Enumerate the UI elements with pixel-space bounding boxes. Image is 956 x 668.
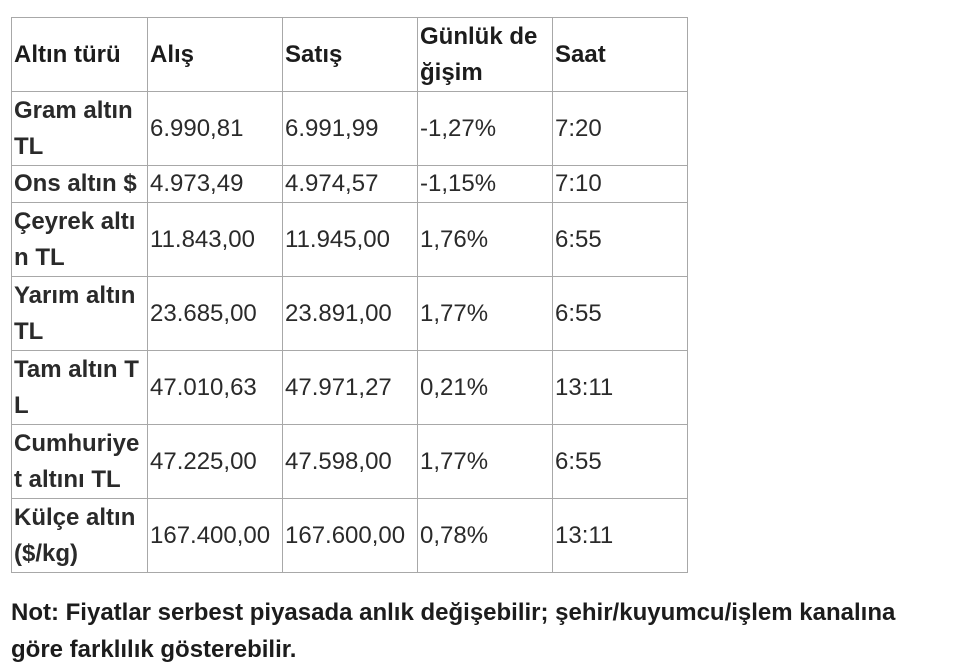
header-gold-type: Altın türü	[12, 18, 148, 92]
cell-time: 7:20	[553, 92, 688, 166]
cell-daily-change: 0,78%	[418, 499, 553, 573]
header-time: Saat	[553, 18, 688, 92]
cell-daily-change: -1,15%	[418, 166, 553, 203]
cell-buy: 167.400,00	[148, 499, 283, 573]
cell-gold-type: Gram altın TL	[12, 92, 148, 166]
cell-sell: 6.991,99	[283, 92, 418, 166]
cell-sell: 11.945,00	[283, 203, 418, 277]
table-row	[12, 425, 688, 499]
cell-sell: 47.598,00	[283, 425, 418, 499]
cell-daily-change: 1,76%	[418, 203, 553, 277]
cell-buy: 47.010,63	[148, 351, 283, 425]
cell-buy: 23.685,00	[148, 277, 283, 351]
gold-price-table	[11, 17, 688, 573]
cell-time: 6:55	[553, 277, 688, 351]
cell-sell: 23.891,00	[283, 277, 418, 351]
cell-daily-change: 0,21%	[418, 351, 553, 425]
cell-daily-change: 1,77%	[418, 425, 553, 499]
cell-gold-type: Ons altın $	[12, 166, 148, 203]
table-row	[12, 166, 688, 203]
cell-gold-type: Yarım altın TL	[12, 277, 148, 351]
table-row	[12, 203, 688, 277]
cell-sell: 167.600,00	[283, 499, 418, 573]
cell-gold-type: Tam altın TL	[12, 351, 148, 425]
price-disclaimer-note: Not: Fiyatlar serbest piyasada anlık değişebilir; şehir/kuyumcu/işlem kanalına göre farklılık gösterebilir.	[11, 599, 896, 663]
cell-time: 7:10	[553, 166, 688, 203]
cell-time: 13:11	[553, 351, 688, 425]
cell-buy: 47.225,00	[148, 425, 283, 499]
cell-time: 6:55	[553, 203, 688, 277]
cell-daily-change: -1,27%	[418, 92, 553, 166]
header-daily-change: Günlük değişim	[418, 18, 553, 92]
cell-time: 6:55	[553, 425, 688, 499]
table-row	[12, 277, 688, 351]
cell-buy: 4.973,49	[148, 166, 283, 203]
table-header-row	[12, 18, 688, 92]
table-row	[12, 92, 688, 166]
cell-sell: 4.974,57	[283, 166, 418, 203]
header-sell: Satış	[283, 18, 418, 92]
table-row	[12, 351, 688, 425]
cell-buy: 11.843,00	[148, 203, 283, 277]
header-buy: Alış	[148, 18, 283, 92]
cell-sell: 47.971,27	[283, 351, 418, 425]
cell-gold-type: Cumhuriyet altını TL	[12, 425, 148, 499]
table-row	[12, 499, 688, 573]
cell-gold-type: Çeyrek altın TL	[12, 203, 148, 277]
cell-buy: 6.990,81	[148, 92, 283, 166]
cell-gold-type: Külçe altın ($/kg)	[12, 499, 148, 573]
cell-time: 13:11	[553, 499, 688, 573]
cell-daily-change: 1,77%	[418, 277, 553, 351]
